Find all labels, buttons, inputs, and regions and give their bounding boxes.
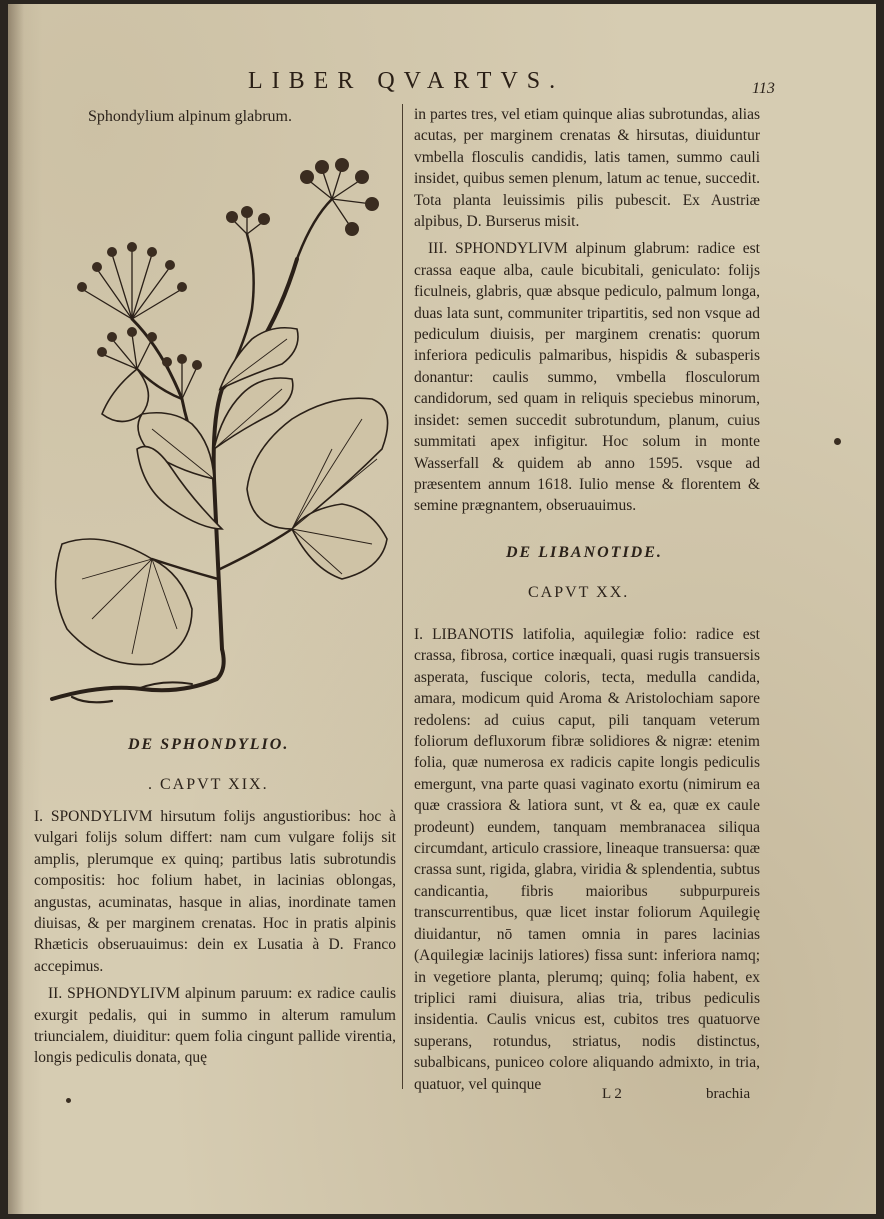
- gutter-shadow: [8, 4, 24, 1214]
- book-page: [8, 4, 876, 1214]
- paragraph: I. SPONDYLIVM hirsutum folijs angustioribus: hoc à vulgari folijs solum differt: nam cum vulgare folijs sit amplis, plerumque ex quinq; partibus latis subrotundis compositis: hoc folium habet, in lacinias oblongas, angustas, acuminatas, hasque in alias, inordinate tamen diuisas, & per marginem crenatas. Hoc in pratis alpinis Rhæticis obseruauimus: dein ex Lusatia à D. Franco accepimus.: [34, 808, 396, 975]
- chapter-heading-xx: CAPVT XX.: [528, 584, 630, 601]
- right-text-column-top: [414, 104, 760, 523]
- paragraph: I. LIBANOTIS latifolia, aquilegiæ folio: radice est crassa, fibrosa, cortice inæquali, quasi rugis transuersis asperata, fuscique coloris, tecta, medulla candida, amara, modicum quid Aroma & Aristolochiam sapore redolens: ad cuius caput, pili tanquam veterum foliorum defluxorum fibræ solidiores & nigræ: etenim folia, quæ numerosa ex radicis capite longis pediculis emergunt, vna parte quasi vaginato exortu (nimirum ea quæ crassiora & latiora sunt, vt & ea, quæ ex caule prodeunt) eundem, tanquam membranacea siliqua circumdant, articulo crassiore, lineaque transuersa: quæ crassa sunt, rigida, glabra, viridia & splendentia, subtus candicantia, fibris maioribus subpurpureis transcurrentibus, quæ licet instar foliorum Aquilegię diuidantur, nō tamen omnia in pares lacinias (Aquilegiæ lacinijs latiores) fissa sunt: inferiora namq; in vegetiore planta, plerumq; quinq; folia habent, ex triplici rami diuisura, alias tria, tribus pediculis insidentia. Caulis vnicus est, cubitos tres quatuorve superans, rotundus, striatus, nodis distinctus, subalbicans, puniceo colore aliquando admixto, in tria, quatuor, vel quinque: [414, 626, 760, 1093]
- ink-spot: [66, 1098, 71, 1103]
- paragraph: in partes tres, vel etiam quinque alias subrotundas, alias acutas, per marginem crenatas & hirsutas, diuiduntur vmbella flosculis candidis, latis tamen, summo cauli insidet, quibus semen plenum, latum ac tenue, succedit. Tota planta leuissimis pilis pubescit. Ex Austriæ alpibus, D. Burserus misit.: [414, 106, 760, 231]
- column-rule: [402, 104, 403, 1089]
- left-text-column: [34, 806, 396, 1075]
- paragraph: III. SPHONDYLIVM alpinum glabrum: radice est crassa eaque alba, caule bicubitali, geniculato: folijs ficulneis, glabris, quæ absque pediculo, palmum longa, duas lata sunt, communiter tripartitis, sed non vsque ad pediculum diuisis, per marginem crenatis: quorum inferiora pediculis palmaribus, hispidis & subasperis donantur: caulis summo, vmbella flosculorum candidorum, sed quam in reliquis speciebus minorum, insidet: semen succedit subrotundum, planum, cuius summitati apex infigitur. Hoc solum in monte Wasserfall & quidem ab anno 1595. vsque ad præsentem annum 1618. Iulio mense & florentem & semine prægnantem, obseruauimus.: [414, 240, 760, 515]
- catchword: brachia: [706, 1086, 751, 1102]
- chapter-heading-xix: . CAPVT XIX.: [148, 776, 269, 793]
- ink-spot: [834, 438, 841, 445]
- paragraph: II. SPHONDYLIVM alpinum paruum: ex radice caulis exurgit pedalis, qui in summo in alterum ramulum triuncialem, diuiditur: quem folia cingunt pallide virentia, longis pediculis donata, quę: [34, 985, 396, 1067]
- signature-mark: L 2: [602, 1086, 622, 1102]
- right-text-column-bottom: [414, 624, 760, 1101]
- plant-woodcut-illustration: [42, 149, 402, 714]
- folio-number: 113: [752, 80, 775, 97]
- section-title-libanotide: DE LIBANOTIDE.: [506, 544, 663, 561]
- section-title-sphondylio: DE SPHONDYLIO.: [128, 736, 290, 753]
- figure-caption: Sphondylium alpinum glabrum.: [88, 108, 292, 125]
- running-head: LIBER QVARTVS.: [248, 68, 565, 94]
